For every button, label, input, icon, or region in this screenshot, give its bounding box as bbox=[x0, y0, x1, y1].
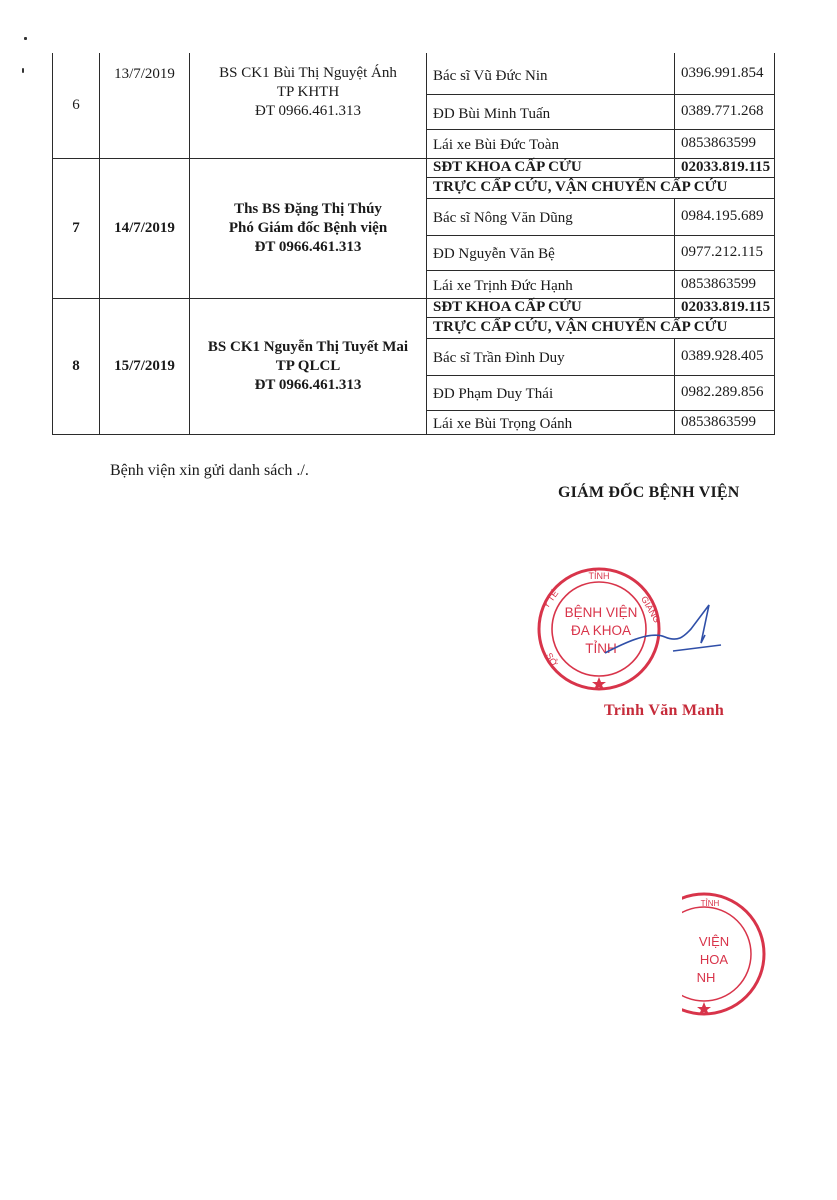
stamp-bottom-text: SỞ bbox=[543, 651, 560, 668]
leader-phone: ĐT 0966.461.313 bbox=[254, 238, 362, 255]
staff-phone: 0977.212.115 bbox=[675, 235, 775, 270]
leader-phone: ĐT 0966.461.313 bbox=[255, 103, 361, 119]
scan-speck bbox=[22, 68, 24, 73]
staff-phone: 0389.771.268 bbox=[675, 94, 775, 129]
staff-phone: 0853863599 bbox=[675, 129, 775, 158]
staff-role: Bác sĩ Trần Đình Duy bbox=[427, 338, 675, 375]
staff-phone: 0984.195.689 bbox=[675, 198, 775, 235]
table-row bbox=[53, 298, 775, 317]
duty-section-title: TRỰC CẤP CỨU, VẬN CHUYỂN CẤP CỨU bbox=[427, 317, 775, 338]
staff-phone: 0853863599 bbox=[675, 410, 775, 434]
staff-role: ĐD Phạm Duy Thái bbox=[427, 375, 675, 410]
leader-cell bbox=[190, 298, 427, 434]
partial-stamp bbox=[682, 890, 782, 1030]
leader-name: BS CK1 Nguyễn Thị Tuyết Mai bbox=[207, 338, 409, 355]
partial-stamp-line-3: NH bbox=[696, 970, 716, 985]
emergency-phone: 02033.819.115 bbox=[675, 158, 775, 177]
emergency-phone: 02033.819.115 bbox=[675, 298, 775, 317]
duty-roster-table bbox=[52, 53, 775, 435]
stamp-line-2: ĐA KHOA bbox=[570, 623, 632, 638]
staff-phone: 0982.289.856 bbox=[675, 375, 775, 410]
signature-underline bbox=[673, 645, 721, 651]
table-row bbox=[53, 53, 775, 94]
leader-name: BS CK1 Bùi Thị Nguyệt Ánh bbox=[219, 65, 397, 81]
closing-statement: Bệnh viện xin gửi danh sách ./. bbox=[110, 462, 309, 479]
staff-role: ĐD Nguyễn Văn Bệ bbox=[427, 235, 675, 270]
leader-position: Phó Giám đốc Bệnh viện bbox=[228, 219, 388, 236]
duty-date: 14/7/2019 bbox=[100, 158, 190, 298]
staff-phone: 0396.991.854 bbox=[675, 53, 775, 94]
partial-stamp-line-2: HOA bbox=[699, 952, 729, 967]
leader-position: TP QLCL bbox=[275, 357, 341, 374]
duty-date: 15/7/2019 bbox=[100, 298, 190, 434]
row-number: 6 bbox=[53, 53, 100, 158]
leader-cell bbox=[190, 53, 427, 158]
staff-phone: 0853863599 bbox=[675, 270, 775, 298]
emergency-phone-label: SĐT KHOA CẤP CỨU bbox=[427, 298, 675, 317]
stamp-line-1: BỆNH VIỆN bbox=[564, 605, 638, 620]
staff-role: ĐD Bùi Minh Tuấn bbox=[427, 94, 675, 129]
partial-stamp-line-1: VIỆN bbox=[698, 934, 730, 949]
scan-speck bbox=[24, 37, 27, 40]
stamp-right-text: GIANG bbox=[639, 594, 663, 625]
table-row bbox=[53, 158, 775, 177]
signer-name: Trinh Văn Manh bbox=[604, 702, 725, 719]
staff-role: Lái xe Bùi Đức Toàn bbox=[427, 129, 675, 158]
row-number: 7 bbox=[53, 158, 100, 298]
row-number: 8 bbox=[53, 298, 100, 434]
partial-stamp-arc-text: TỈNH bbox=[700, 899, 720, 908]
leader-cell bbox=[190, 158, 427, 298]
staff-role: Bác sĩ Nông Văn Dũng bbox=[427, 198, 675, 235]
official-stamp bbox=[533, 565, 733, 705]
emergency-phone-label: SĐT KHOA CẤP CỨU bbox=[427, 158, 675, 177]
leader-position: TP KHTH bbox=[276, 84, 340, 100]
staff-role: Lái xe Trịnh Đức Hạnh bbox=[427, 270, 675, 298]
staff-role: Lái xe Bùi Trọng Oánh bbox=[427, 410, 675, 434]
leader-phone: ĐT 0966.461.313 bbox=[254, 376, 362, 393]
staff-phone: 0389.928.405 bbox=[675, 338, 775, 375]
signer-title: GIÁM ĐỐC BỆNH VIỆN bbox=[558, 484, 740, 501]
duty-section-title: TRỰC CẤP CỨU, VẬN CHUYỂN CẤP CỨU bbox=[427, 177, 775, 198]
stamp-top-text: TỈNH bbox=[588, 571, 610, 581]
leader-name: Ths BS Đặng Thị Thúy bbox=[234, 200, 382, 217]
stamp-left-text: Y TẾ bbox=[540, 588, 561, 611]
duty-date: 13/7/2019 bbox=[100, 53, 190, 158]
stamp-line-3: TỈNH bbox=[585, 641, 617, 656]
staff-role: Bác sĩ Vũ Đức Nin bbox=[427, 53, 675, 94]
